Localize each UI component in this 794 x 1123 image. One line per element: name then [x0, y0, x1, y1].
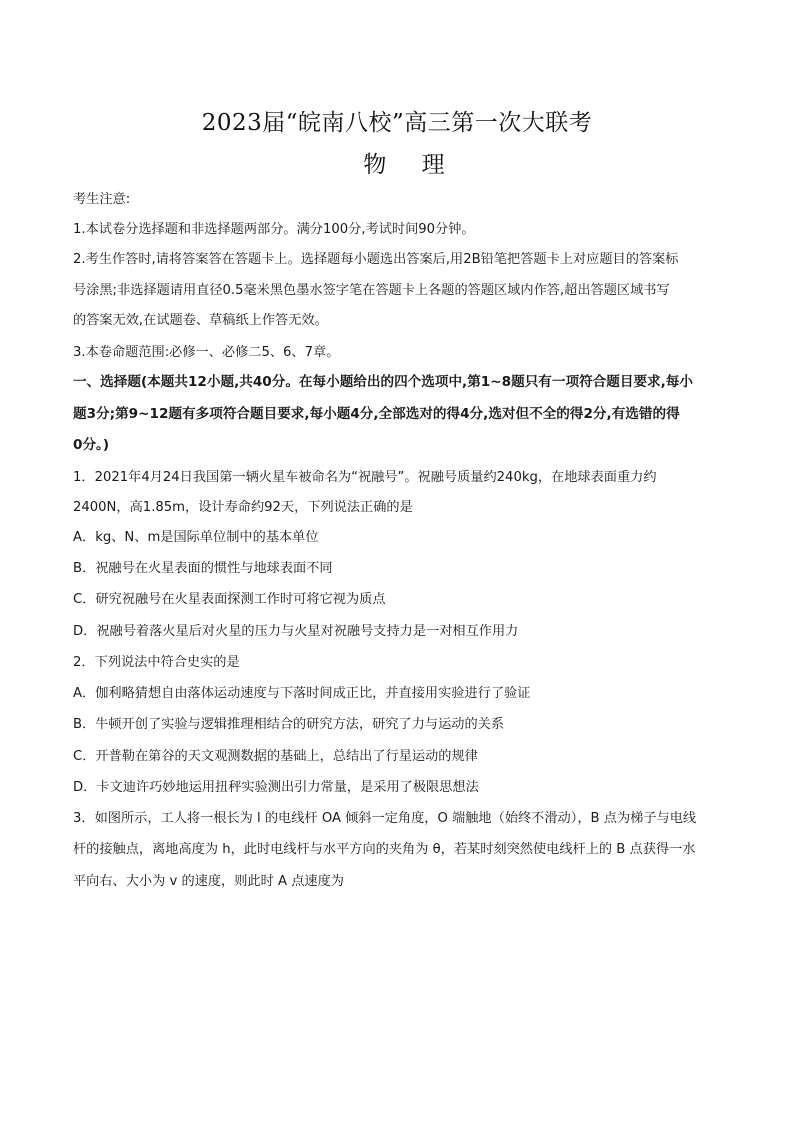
subject-title: 物 理 [363, 152, 459, 178]
section-heading: 0分。) [73, 437, 110, 453]
question-stem: 1．2021年4月24日我国第一辆火星车被命名为“祝融号”。祝融号质量约240kg，在地球表面重力约 [73, 470, 657, 485]
exam-title: 2023届“皖南八校”高三第一次大联考 [201, 110, 593, 136]
answer-option: B．牛顿开创了实验与逻辑推理相结合的研究方法，研究了力与运动的关系 [73, 717, 505, 732]
answer-option: D．卡文迪许巧妙地运用扭秤实验测出引力常量，是采用了极限思想法 [73, 780, 479, 795]
question-stem: 2400N，高1.85m，设计寿命约92天，下列说法正确的是 [73, 500, 413, 515]
notice-heading: 考生注意: [73, 192, 131, 207]
question-stem: 平向右、大小为 v 的速度，则此时 A 点速度为 [73, 874, 344, 889]
notice-item: 号涂黑;非选择题请用直径0.5毫米黑色墨水签字笔在答题卡上各题的答题区域内作答,超出答题区域书写 [73, 283, 670, 298]
section-heading: 题3分;第9~12题有多项符合题目要求,每小题4分,全部选对的得4分,选对但不全的得2分,有选错的得 [73, 406, 680, 422]
section-heading: 一、选择题(本题共12小题,共40分。在每小题给出的四个选项中,第1~8题只有一项符合题目要求,每小 [73, 374, 693, 390]
answer-option: A．伽利略猜想自由落体运动速度与下落时间成正比，并直接用实验进行了验证 [73, 686, 531, 701]
answer-option: D．祝融号着落火星后对火星的压力与火星对祝融号支持力是一对相互作用力 [73, 624, 519, 639]
question-stem: 杆的接触点，离地高度为 h，此时电线杆与水平方向的夹角为 θ，若某时刻突然使电线杆上的 B 点获得一水 [73, 842, 696, 857]
notice-item: 2.考生作答时,请将答案答在答题卡上。选择题每小题选出答案后,用2B铅笔把答题卡上对应题目的答案标 [73, 252, 679, 267]
notice-item: 的答案无效,在试题卷、草稿纸上作答无效。 [73, 313, 328, 328]
question-stem: 3．如图所示，工人将一根长为 l 的电线杆 OA 倾斜一定角度，O 端触地（始终不滑动），B 点为梯子与电线 [73, 811, 697, 826]
answer-option: B．祝融号在火星表面的惯性与地球表面不同 [73, 561, 333, 576]
answer-option: C．研究祝融号在火星表面探测工作时可将它视为质点 [73, 592, 386, 607]
answer-option: C．开普勒在第谷的天文观测数据的基础上，总结出了行星运动的规律 [73, 749, 478, 764]
notice-item: 3.本卷命题范围:必修一、必修二5、6、7章。 [73, 345, 340, 360]
answer-option: A．kg、N、m是国际单位制中的基本单位 [73, 530, 319, 545]
notice-item: 1.本试卷分选择题和非选择题两部分。满分100分,考试时间90分钟。 [73, 222, 475, 237]
question-stem: 2．下列说法中符合史实的是 [73, 655, 240, 670]
